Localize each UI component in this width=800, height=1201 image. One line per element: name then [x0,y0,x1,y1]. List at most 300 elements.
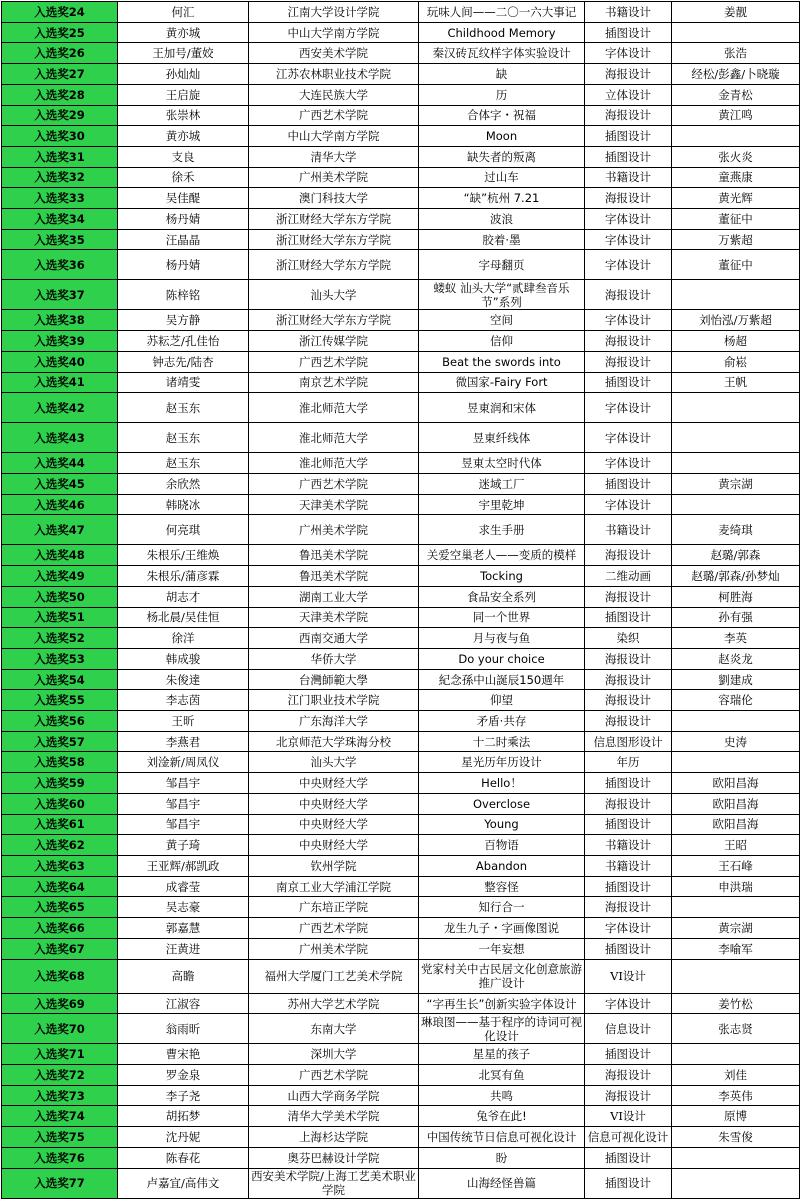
work-cell: 月与夜与鱼 [419,628,585,649]
school-cell: 浙江财经大学东方学院 [249,229,419,250]
award-cell: 入选奖69 [2,993,118,1014]
work-cell: 星光历年历设计 [419,752,585,773]
work-cell: 微国家-Fairy Fort [419,372,585,393]
teacher-cell: 金青松 [672,84,800,105]
teacher-cell [672,280,800,310]
teacher-cell: 孙有强 [672,607,800,628]
author-cell: 李志茵 [118,690,249,711]
teacher-cell [672,752,800,773]
category-cell: 书籍设计 [585,167,672,188]
teacher-cell [672,22,800,43]
school-cell: 广西艺术学院 [249,918,419,939]
school-cell: 广东培正学院 [249,897,419,918]
work-cell: 昱東润和宋体 [419,393,585,423]
award-cell: 入选奖49 [2,566,118,587]
category-cell: 海报设计 [585,280,672,310]
school-cell: 奥芬巴赫设计学院 [249,1147,419,1168]
school-cell: 广西艺术学院 [249,474,419,495]
teacher-cell: 朱雪俊 [672,1127,800,1148]
table-row [2,793,800,814]
author-cell: 郭嘉慧 [118,918,249,939]
author-cell: 王亚辉/郝凯政 [118,855,249,876]
teacher-cell [672,453,800,474]
work-cell: 蝼蚁 汕头大学“贰肆叁音乐节”系列 [419,280,585,310]
author-cell: 徐禾 [118,167,249,188]
table-row [2,494,800,515]
teacher-cell: 董征中 [672,250,800,280]
author-cell: 陈春花 [118,1147,249,1168]
author-cell: 黄子琦 [118,835,249,856]
table-row [2,855,800,876]
table-row [2,188,800,209]
award-cell: 入选奖41 [2,372,118,393]
category-cell: 字体设计 [585,229,672,250]
school-cell: 广西艺术学院 [249,351,419,372]
work-cell: Do your choice [419,648,585,669]
work-cell: Beat the swords into [419,351,585,372]
table-row [2,628,800,649]
school-cell: 东南大学 [249,1014,419,1044]
work-cell: 知行合一 [419,897,585,918]
teacher-cell: 赵炎龙 [672,648,800,669]
school-cell: 华侨大学 [249,648,419,669]
work-cell: 琳琅图——基于程序的诗词可视化设计 [419,1014,585,1044]
author-cell: 杨丹婧 [118,209,249,230]
school-cell: 北京师范大学珠海分校 [249,731,419,752]
award-cell: 入选奖31 [2,146,118,167]
teacher-cell: 黄江鸣 [672,105,800,126]
author-cell: 曹宋艳 [118,1044,249,1065]
school-cell: 淮北师范大学 [249,453,419,474]
category-cell: 插图设计 [585,1044,672,1065]
work-cell: 山海经怪兽篇 [419,1168,585,1198]
author-cell: 苏耘芝/孔佳怡 [118,331,249,352]
work-cell: 盼 [419,1147,585,1168]
category-cell: VI设计 [585,959,672,993]
category-cell: 字体设计 [585,250,672,280]
award-cell: 入选奖56 [2,711,118,732]
work-cell: 龙生九子・字画像图说 [419,918,585,939]
author-cell: 韩成骏 [118,648,249,669]
table-row [2,876,800,897]
category-cell: 插图设计 [585,474,672,495]
award-cell: 入选奖76 [2,1147,118,1168]
category-cell: 信息可视化设计 [585,1127,672,1148]
category-cell: 插图设计 [585,126,672,147]
teacher-cell [672,959,800,993]
teacher-cell: 欧阳昌海 [672,773,800,794]
award-cell: 入选奖53 [2,648,118,669]
teacher-cell: 经松/彭鑫/卜晓璇 [672,64,800,85]
school-cell: 湖南工业大学 [249,586,419,607]
table-row [2,229,800,250]
award-cell: 入选奖70 [2,1014,118,1044]
teacher-cell: 李英伟 [672,1085,800,1106]
author-cell: 黄亦城 [118,22,249,43]
category-cell: 海报设计 [585,105,672,126]
author-cell: 朱根乐/王维焕 [118,545,249,566]
teacher-cell: 柯胜海 [672,586,800,607]
table-row [2,351,800,372]
award-cell: 入选奖73 [2,1085,118,1106]
author-cell: 张崇林 [118,105,249,126]
table-row [2,545,800,566]
work-cell: 空间 [419,310,585,331]
award-cell: 入选奖66 [2,918,118,939]
work-cell: 北冥有鱼 [419,1065,585,1086]
category-cell: 海报设计 [585,188,672,209]
school-cell: 清华大学美术学院 [249,1106,419,1127]
teacher-cell [672,1147,800,1168]
teacher-cell: 欧阳昌海 [672,793,800,814]
award-cell: 入选奖59 [2,773,118,794]
school-cell: 鲁迅美术学院 [249,545,419,566]
school-cell: 天津美术学院 [249,607,419,628]
work-cell: 整容怪 [419,876,585,897]
teacher-cell: 赵璐/郭森/孙梦灿 [672,566,800,587]
category-cell: 字体设计 [585,209,672,230]
category-cell: 字体设计 [585,453,672,474]
award-cell: 入选奖42 [2,393,118,423]
work-cell: 迷域工厂 [419,474,585,495]
work-cell: 十二时乘法 [419,731,585,752]
award-cell: 入选奖43 [2,423,118,453]
author-cell: 钟志先/陆杏 [118,351,249,372]
table-row [2,43,800,64]
work-cell: 波浪 [419,209,585,230]
author-cell: 吴志豪 [118,897,249,918]
award-cell: 入选奖72 [2,1065,118,1086]
category-cell: 插图设计 [585,938,672,959]
work-cell: 字母翻页 [419,250,585,280]
table-row [2,1168,800,1198]
work-cell: 胶着·墨 [419,229,585,250]
teacher-cell: 张志贤 [672,1014,800,1044]
school-cell: 台灣師範大學 [249,669,419,690]
award-cell: 入选奖52 [2,628,118,649]
school-cell: 山西大学商务学院 [249,1085,419,1106]
award-cell: 入选奖67 [2,938,118,959]
category-cell: 染织 [585,628,672,649]
work-cell: Hello！ [419,773,585,794]
table-row [2,84,800,105]
category-cell: 书籍设计 [585,835,672,856]
teacher-cell: 刘怡泓/万紫超 [672,310,800,331]
school-cell: 中央财经大学 [249,773,419,794]
work-cell: “字再生长”创新实验字体设计 [419,993,585,1014]
table-row [2,1014,800,1044]
category-cell: 海报设计 [585,1065,672,1086]
teacher-cell: 黄宗湖 [672,918,800,939]
work-cell: 昱東纤线体 [419,423,585,453]
teacher-cell: 王石峰 [672,855,800,876]
table-row [2,690,800,711]
award-cell: 入选奖24 [2,2,118,23]
award-cell: 入选奖36 [2,250,118,280]
award-cell: 入选奖50 [2,586,118,607]
work-cell: 信仰 [419,331,585,352]
award-cell: 入选奖47 [2,515,118,545]
category-cell: 海报设计 [585,793,672,814]
category-cell: 字体设计 [585,423,672,453]
work-cell: Young [419,814,585,835]
category-cell: 信息设计 [585,1014,672,1044]
school-cell: 汕头大学 [249,280,419,310]
work-cell: 宇里乾坤 [419,494,585,515]
table-row [2,731,800,752]
table-row [2,372,800,393]
work-cell: 矛盾·共存 [419,711,585,732]
school-cell: 西南交通大学 [249,628,419,649]
award-cell: 入选奖38 [2,310,118,331]
teacher-cell: 姜竹松 [672,993,800,1014]
award-cell: 入选奖63 [2,855,118,876]
work-cell: 历 [419,84,585,105]
table-row [2,959,800,993]
category-cell: 海报设计 [585,1085,672,1106]
award-cell: 入选奖40 [2,351,118,372]
award-cell: 入选奖29 [2,105,118,126]
school-cell: 江门职业技术学院 [249,690,419,711]
award-cell: 入选奖48 [2,545,118,566]
category-cell: 信息图形设计 [585,731,672,752]
author-cell: 支良 [118,146,249,167]
category-cell: 插图设计 [585,1168,672,1198]
category-cell: 插图设计 [585,814,672,835]
author-cell: 何亮琪 [118,515,249,545]
teacher-cell: 刘佳 [672,1065,800,1086]
school-cell: 广州美术学院 [249,515,419,545]
author-cell: 邹昌宇 [118,793,249,814]
work-cell: 中国传统节日信息可视化设计 [419,1127,585,1148]
teacher-cell: 王昭 [672,835,800,856]
work-cell: Childhood Memory [419,22,585,43]
work-cell: Tocking [419,566,585,587]
school-cell: 浙江财经大学东方学院 [249,310,419,331]
table-row [2,993,800,1014]
category-cell: 海报设计 [585,897,672,918]
school-cell: 浙江财经大学东方学院 [249,250,419,280]
author-cell: 王加号/董姣 [118,43,249,64]
table-row [2,1044,800,1065]
school-cell: 西安美术学院 [249,43,419,64]
author-cell: 刘淦新/周凤仪 [118,752,249,773]
category-cell: 海报设计 [585,331,672,352]
category-cell: 书籍设计 [585,2,672,23]
work-cell: 兔爷在此! [419,1106,585,1127]
author-cell: 吴佳醍 [118,188,249,209]
table-row [2,586,800,607]
author-cell: 杨丹婧 [118,250,249,280]
work-cell: 合体字・祝福 [419,105,585,126]
table-row [2,1127,800,1148]
category-cell: 插图设计 [585,607,672,628]
author-cell: 韩晓冰 [118,494,249,515]
author-cell: 王启旋 [118,84,249,105]
teacher-cell: 容瑞伦 [672,690,800,711]
work-cell: 关爱空巢老人——变质的模样 [419,545,585,566]
teacher-cell: 杨超 [672,331,800,352]
teacher-cell: 黄光辉 [672,188,800,209]
teacher-cell: 李英 [672,628,800,649]
teacher-cell: 张火炎 [672,146,800,167]
author-cell: 孙灿灿 [118,64,249,85]
school-cell: 福州大学厦门工艺美术学院 [249,959,419,993]
teacher-cell: 劉建成 [672,669,800,690]
award-cell: 入选奖25 [2,22,118,43]
teacher-cell: 申洪瑞 [672,876,800,897]
work-cell: 紀念孫中山誕辰150週年 [419,669,585,690]
author-cell: 朱根乐/蒲彦霖 [118,566,249,587]
category-cell: 字体设计 [585,993,672,1014]
school-cell: 浙江传媒学院 [249,331,419,352]
work-cell: 过山车 [419,167,585,188]
category-cell: 海报设计 [585,711,672,732]
author-cell: 徐洋 [118,628,249,649]
category-cell: 字体设计 [585,393,672,423]
table-row [2,1106,800,1127]
work-cell: 昱東太空时代体 [419,453,585,474]
author-cell: 赵玉东 [118,393,249,423]
teacher-cell: 黄宗湖 [672,474,800,495]
school-cell: 江南大学设计学院 [249,2,419,23]
table-row [2,773,800,794]
teacher-cell [672,494,800,515]
teacher-cell: 张浩 [672,43,800,64]
author-cell: 邹昌宇 [118,773,249,794]
category-cell: 海报设计 [585,690,672,711]
category-cell: 字体设计 [585,494,672,515]
teacher-cell: 史涛 [672,731,800,752]
awards-table-body [2,2,800,1199]
category-cell: 插图设计 [585,773,672,794]
category-cell: 插图设计 [585,22,672,43]
work-cell: 缺 [419,64,585,85]
teacher-cell: 赵璐/郭森 [672,545,800,566]
work-cell: 仰望 [419,690,585,711]
author-cell: 高瞻 [118,959,249,993]
table-row [2,250,800,280]
teacher-cell [672,897,800,918]
work-cell: 星星的孩子 [419,1044,585,1065]
teacher-cell: 欧阳昌海 [672,814,800,835]
school-cell: 清华大学 [249,146,419,167]
school-cell: 苏州大学艺术学院 [249,993,419,1014]
award-cell: 入选奖35 [2,229,118,250]
teacher-cell: 姜靓 [672,2,800,23]
table-row [2,105,800,126]
category-cell: 海报设计 [585,648,672,669]
award-cell: 入选奖27 [2,64,118,85]
author-cell: 何汇 [118,2,249,23]
school-cell: 中山大学南方学院 [249,22,419,43]
work-cell: 百物语 [419,835,585,856]
table-row [2,669,800,690]
table-row [2,64,800,85]
table-row [2,393,800,423]
table-row [2,22,800,43]
table-row [2,1065,800,1086]
award-cell: 入选奖44 [2,453,118,474]
award-cell: 入选奖46 [2,494,118,515]
table-row [2,918,800,939]
work-cell: 缺失者的叛离 [419,146,585,167]
author-cell: 沈丹妮 [118,1127,249,1148]
work-cell: 食品安全系列 [419,586,585,607]
category-cell: 书籍设计 [585,855,672,876]
table-row [2,126,800,147]
category-cell: VI设计 [585,1106,672,1127]
author-cell: 翁雨昕 [118,1014,249,1044]
author-cell: 朱俊達 [118,669,249,690]
author-cell: 王昕 [118,711,249,732]
table-row [2,310,800,331]
table-row [2,1147,800,1168]
category-cell: 插图设计 [585,876,672,897]
category-cell: 年历 [585,752,672,773]
school-cell: 中山大学南方学院 [249,126,419,147]
work-cell: 同一个世界 [419,607,585,628]
table-row [2,2,800,23]
table-row [2,146,800,167]
table-row [2,423,800,453]
school-cell: 大连民族大学 [249,84,419,105]
category-cell: 插图设计 [585,1147,672,1168]
award-cell: 入选奖51 [2,607,118,628]
author-cell: 卢嘉宜/高伟文 [118,1168,249,1198]
teacher-cell [672,711,800,732]
table-row [2,1085,800,1106]
school-cell: 中央财经大学 [249,835,419,856]
work-cell: 秦汉砖瓦纹样字体实验设计 [419,43,585,64]
table-row [2,607,800,628]
award-cell: 入选奖74 [2,1106,118,1127]
school-cell: 西安美术学院/上海工艺美术职业学院 [249,1168,419,1198]
author-cell: 李燕君 [118,731,249,752]
award-cell: 入选奖60 [2,793,118,814]
author-cell: 黄亦城 [118,126,249,147]
teacher-cell: 俞崧 [672,351,800,372]
school-cell: 鲁迅美术学院 [249,566,419,587]
school-cell: 广州美术学院 [249,938,419,959]
award-cell: 入选奖64 [2,876,118,897]
award-cell: 入选奖30 [2,126,118,147]
work-cell: Abandon [419,855,585,876]
award-cell: 入选奖39 [2,331,118,352]
school-cell: 南京艺术学院 [249,372,419,393]
category-cell: 二维动画 [585,566,672,587]
table-row [2,938,800,959]
author-cell: 胡志才 [118,586,249,607]
table-row [2,515,800,545]
author-cell: 江淑容 [118,993,249,1014]
award-cell: 入选奖34 [2,209,118,230]
work-cell: 党家村关中古民居文化创意旅游推广设计 [419,959,585,993]
teacher-cell: 万紫超 [672,229,800,250]
author-cell: 陈梓铭 [118,280,249,310]
table-row [2,835,800,856]
author-cell: 邹昌宇 [118,814,249,835]
table-row [2,209,800,230]
award-cell: 入选奖26 [2,43,118,64]
teacher-cell [672,126,800,147]
category-cell: 海报设计 [585,669,672,690]
table-row [2,167,800,188]
school-cell: 南京工业大学浦江学院 [249,876,419,897]
author-cell: 吴方静 [118,310,249,331]
award-cell: 入选奖33 [2,188,118,209]
author-cell: 诸靖雯 [118,372,249,393]
